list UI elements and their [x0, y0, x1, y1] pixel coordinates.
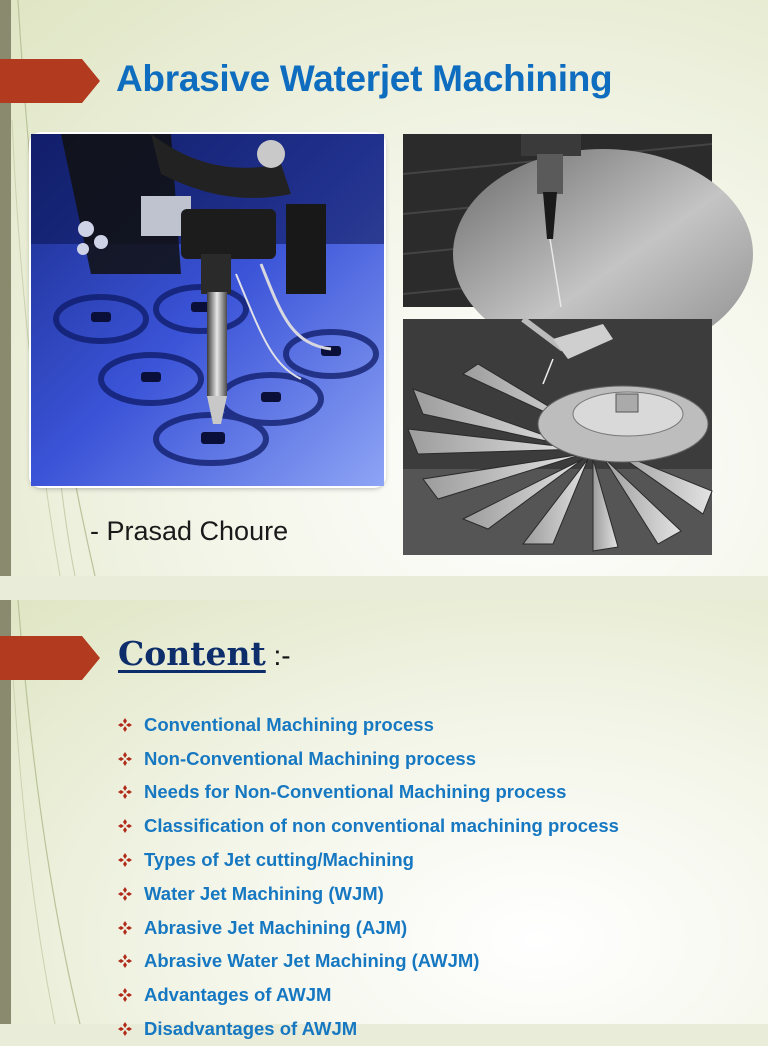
heading-arrow-marker [0, 636, 100, 680]
author-name: - Prasad Choure [90, 516, 289, 546]
content-heading [118, 634, 291, 673]
list-item [118, 776, 619, 810]
list-item [118, 1012, 619, 1046]
list-item-label: Types of Jet cutting/Machining [144, 849, 414, 871]
diamond-bullet-icon [118, 1022, 132, 1036]
list-item-label: Non-Conventional Machining process [144, 747, 476, 769]
content-list [118, 708, 619, 1046]
diamond-bullet-icon [118, 785, 132, 799]
list-item [118, 809, 619, 843]
photo-waterjet-nozzle [31, 134, 384, 486]
list-item [118, 843, 619, 877]
content-heading-word: Content [118, 634, 266, 673]
list-item [118, 978, 619, 1012]
diamond-bullet-icon [118, 988, 132, 1002]
list-item-label: Abrasive Water Jet Machining (AWJM) [144, 950, 480, 972]
photo-cutting-disk [403, 134, 712, 307]
slide-title: Abrasive Waterjet Machining [116, 58, 613, 99]
list-item [118, 877, 619, 911]
list-item [118, 911, 619, 945]
content-slide [0, 600, 768, 1040]
list-item [118, 945, 619, 979]
list-item-label: Classification of non conventional machining process [144, 815, 619, 837]
title-arrow-marker [0, 59, 100, 103]
list-item-label: Water Jet Machining (WJM) [144, 882, 384, 904]
diamond-bullet-icon [118, 819, 132, 833]
diamond-bullet-icon [118, 954, 132, 968]
diamond-bullet-icon [118, 921, 132, 935]
list-item-label: Conventional Machining process [144, 713, 434, 735]
diamond-bullet-icon [118, 752, 132, 766]
list-item-label: Disadvantages of AWJM [144, 1018, 358, 1040]
list-item-label: Abrasive Jet Machining (AJM) [144, 916, 408, 938]
diamond-bullet-icon [118, 887, 132, 901]
list-item-label: Advantages of AWJM [144, 984, 332, 1006]
list-item-label: Needs for Non-Conventional Machining process [144, 781, 567, 803]
photo-turbine-impeller [403, 319, 712, 555]
content-heading-suffix: :- [265, 640, 291, 671]
list-item [118, 708, 619, 742]
diamond-bullet-icon [118, 718, 132, 732]
diamond-bullet-icon [118, 853, 132, 867]
list-item [118, 742, 619, 776]
